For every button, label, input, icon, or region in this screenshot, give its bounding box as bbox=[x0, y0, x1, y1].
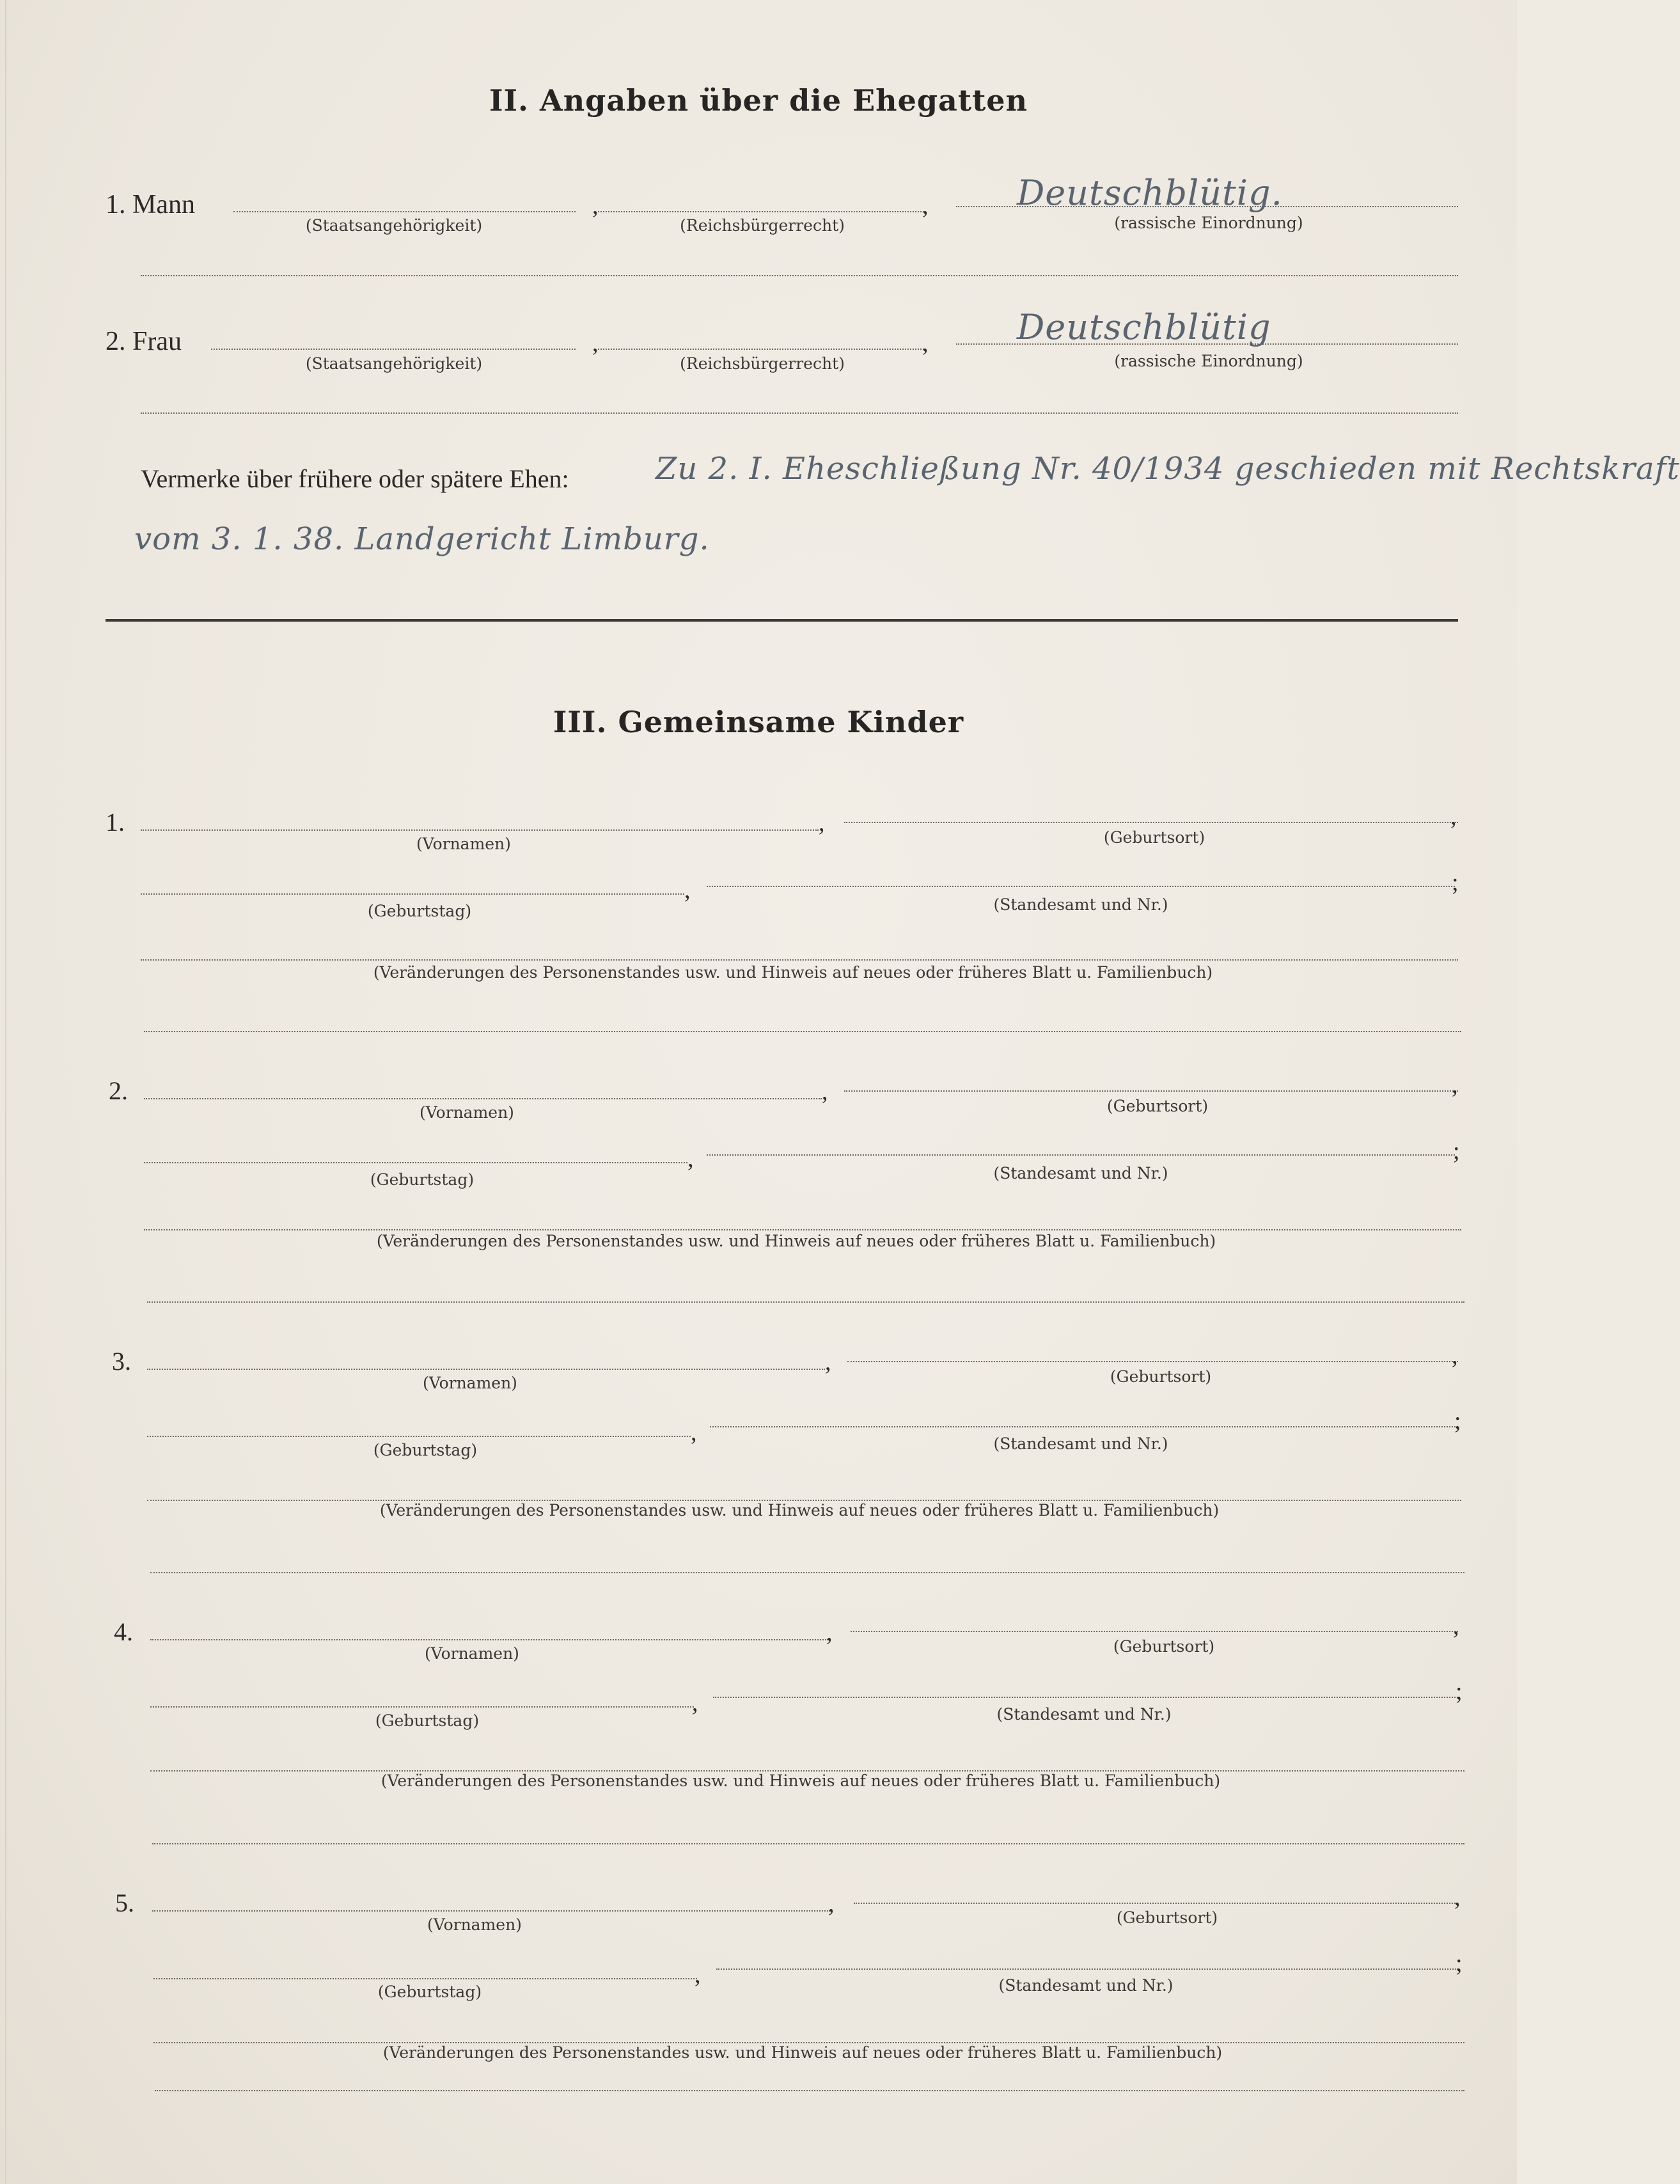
caption-vornamen: (Vornamen) bbox=[425, 1644, 519, 1663]
caption-geburtstag: (Geburtstag) bbox=[367, 902, 472, 920]
extra-line[interactable] bbox=[144, 1031, 1461, 1032]
caption-geburtsort: (Geburtsort) bbox=[1106, 1097, 1209, 1115]
caption-vornamen: (Vornamen) bbox=[416, 835, 511, 853]
caption-standesamt: (Standesamt und Nr.) bbox=[993, 895, 1168, 914]
extra-line[interactable] bbox=[147, 1301, 1464, 1303]
caption-staatsangehoerigkeit: (Staatsangehörigkeit) bbox=[305, 354, 483, 373]
caption-geburtsort: (Geburtsort) bbox=[1116, 1908, 1218, 1927]
vornamen-line[interactable] bbox=[144, 1098, 822, 1099]
continuation-line-mann[interactable] bbox=[141, 275, 1458, 276]
section-3-title: III. Gemeinsame Kinder bbox=[553, 705, 964, 739]
caption-standesamt: (Standesamt und Nr.) bbox=[996, 1705, 1172, 1724]
vornamen-line[interactable] bbox=[150, 1639, 828, 1640]
standesamt-line[interactable] bbox=[716, 1968, 1458, 1970]
geburtstag-line[interactable] bbox=[153, 1978, 697, 1979]
geburtstag-line[interactable] bbox=[147, 1436, 691, 1437]
continuation-line-frau[interactable] bbox=[141, 412, 1458, 414]
caption-staatsangehoerigkeit: (Staatsangehörigkeit) bbox=[305, 216, 483, 235]
caption-standesamt: (Standesamt und Nr.) bbox=[993, 1434, 1168, 1453]
caption-standesamt: (Standesamt und Nr.) bbox=[993, 1164, 1168, 1182]
reichsbuergerrecht-line-1[interactable] bbox=[598, 211, 924, 212]
handwritten-entry-frau: Deutschblütig bbox=[1017, 307, 1271, 347]
caption-reichsbuergerrecht: (Reichsbürgerrecht) bbox=[680, 216, 845, 235]
caption-reichsbuergerrecht: (Reichsbürgerrecht) bbox=[680, 354, 845, 373]
document-page: II. Angaben über die Ehegatten 1. Mann , , (Staatsangehörigkeit) (Reichsbürgerrecht) (rassische Einordnung) Deutschblütig. 2. Frau , , (Staatsangehörigkeit) (Reichsbürgerrecht) (rassische Einordnung) Deutschblütig Vermerke über frühere oder spätere Ehen: Zu 2. I. Eheschließung Nr. 40/1934 geschieden mit Rechtskraft vom 3. 1. 38. Landgericht Limburg. III. Gemeinsame Kinder 1. , , (Vornamen) (Geburtsort) , ; (Geburtstag) (Standesamt und Nr.) (Veränderungen des Personenstandes usw. und Hinweis auf neues oder früheres Blatt u. Familienbuch) 2. , , (Vornamen) (Geburtsort) , ; (Geburtstag) (Standesamt und Nr.) (Veränderungen des Personenstandes usw. und Hinweis auf neues oder früheres Blatt u. Familienbuch) 3. , , (Vornamen) (Geburtsort) , ; (Geburtstag) (Standesamt und Nr.) (Veränderungen des Personenstandes usw. und Hinweis auf neues oder früheres Blatt u. Familienbuch) 4. , , (Vornamen) (Geburtsort) , ; (Geburtstag) (Standesamt und Nr.) (Veränderungen des Personenstandes usw. und Hinweis auf neues oder früheres Blatt u. Familienbuch) 5. , , (Vornamen) (Geburtsort) , ; (Geburtstag) (Standesamt und Nr.) (Veränderungen des Personenstandes usw. und Hinweis auf neues oder früheres Blatt u. Familienbuch) bbox=[0, 0, 1517, 2184]
caption-veraenderungen: (Veränderungen des Personenstandes usw. und Hinweis auf neues oder früheres Blatt u. Familienbuch) bbox=[373, 963, 1213, 982]
caption-geburtstag: (Geburtstag) bbox=[377, 1983, 482, 2001]
caption-geburtstag: (Geburtstag) bbox=[370, 1170, 475, 1189]
child-number: 2. bbox=[109, 1076, 128, 1105]
geburtstag-line[interactable] bbox=[150, 1706, 694, 1708]
child-number: 1. bbox=[106, 808, 125, 837]
caption-geburtstag: (Geburtstag) bbox=[373, 1441, 478, 1459]
caption-geburtstag: (Geburtstag) bbox=[375, 1711, 480, 1730]
vornamen-line[interactable] bbox=[141, 829, 819, 831]
caption-geburtsort: (Geburtsort) bbox=[1110, 1367, 1212, 1386]
vermerke-handwritten-line-1: Zu 2. I. Eheschließung Nr. 40/1934 geschieden mit Rechtskraft bbox=[656, 451, 1680, 487]
spouse-2-label: 2. Frau bbox=[106, 327, 182, 356]
vornamen-line[interactable] bbox=[152, 1910, 830, 1912]
caption-rassische-einordnung: (rassische Einordnung) bbox=[1114, 352, 1303, 370]
extra-line[interactable] bbox=[150, 1572, 1464, 1573]
geburtstag-line[interactable] bbox=[144, 1162, 687, 1163]
standesamt-line[interactable] bbox=[713, 1697, 1458, 1698]
geburtstag-line[interactable] bbox=[141, 893, 684, 895]
veraenderungen-line[interactable] bbox=[144, 1229, 1461, 1230]
caption-veraenderungen: (Veränderungen des Personenstandes usw. und Hinweis auf neues oder früheres Blatt u. Familienbuch) bbox=[382, 2043, 1223, 2062]
page-edge bbox=[5, 0, 6, 2184]
standesamt-line[interactable] bbox=[707, 886, 1455, 887]
veraenderungen-line[interactable] bbox=[141, 959, 1458, 961]
extra-line[interactable] bbox=[152, 1843, 1464, 1844]
vermerke-label: Vermerke über frühere oder spätere Ehen: bbox=[141, 464, 569, 493]
caption-standesamt: (Standesamt und Nr.) bbox=[998, 1976, 1174, 1995]
spouse-1-label: 1. Mann bbox=[106, 190, 195, 219]
handwritten-entry-mann: Deutschblütig. bbox=[1017, 173, 1283, 213]
caption-veraenderungen: (Veränderungen des Personenstandes usw. und Hinweis auf neues oder früheres Blatt u. Familienbuch) bbox=[379, 1501, 1220, 1520]
caption-vornamen: (Vornamen) bbox=[423, 1374, 517, 1392]
section-divider bbox=[106, 619, 1458, 622]
caption-veraenderungen: (Veränderungen des Personenstandes usw. und Hinweis auf neues oder früheres Blatt u. Familienbuch) bbox=[381, 1772, 1221, 1790]
geburtsort-line[interactable] bbox=[851, 1631, 1458, 1632]
reichsbuergerrecht-line-2[interactable] bbox=[598, 349, 924, 350]
caption-vornamen: (Vornamen) bbox=[427, 1915, 522, 1934]
geburtsort-line[interactable] bbox=[844, 1090, 1458, 1092]
vornamen-line[interactable] bbox=[147, 1369, 825, 1370]
caption-geburtsort: (Geburtsort) bbox=[1103, 828, 1205, 847]
vermerke-handwritten-line-2: vom 3. 1. 38. Landgericht Limburg. bbox=[134, 521, 710, 557]
standesamt-line[interactable] bbox=[707, 1154, 1455, 1156]
geburtsort-line[interactable] bbox=[854, 1903, 1458, 1904]
caption-geburtsort: (Geburtsort) bbox=[1113, 1637, 1215, 1656]
section-2-title: II. Angaben über die Ehegatten bbox=[489, 83, 1028, 118]
caption-rassische-einordnung: (rassische Einordnung) bbox=[1114, 214, 1303, 232]
standesamt-line[interactable] bbox=[710, 1426, 1458, 1427]
child-number: 4. bbox=[114, 1617, 133, 1646]
staatsangehoerigkeit-line-2[interactable] bbox=[211, 349, 576, 350]
caption-veraenderungen: (Veränderungen des Personenstandes usw. und Hinweis auf neues oder früheres Blatt u. Familienbuch) bbox=[376, 1232, 1216, 1250]
extra-line[interactable] bbox=[155, 2090, 1464, 2091]
staatsangehoerigkeit-line-1[interactable] bbox=[233, 211, 576, 212]
geburtsort-line[interactable] bbox=[847, 1361, 1458, 1362]
geburtsort-line[interactable] bbox=[844, 822, 1458, 823]
child-number: 3. bbox=[112, 1347, 131, 1376]
child-number: 5. bbox=[115, 1889, 134, 1917]
caption-vornamen: (Vornamen) bbox=[420, 1103, 514, 1122]
